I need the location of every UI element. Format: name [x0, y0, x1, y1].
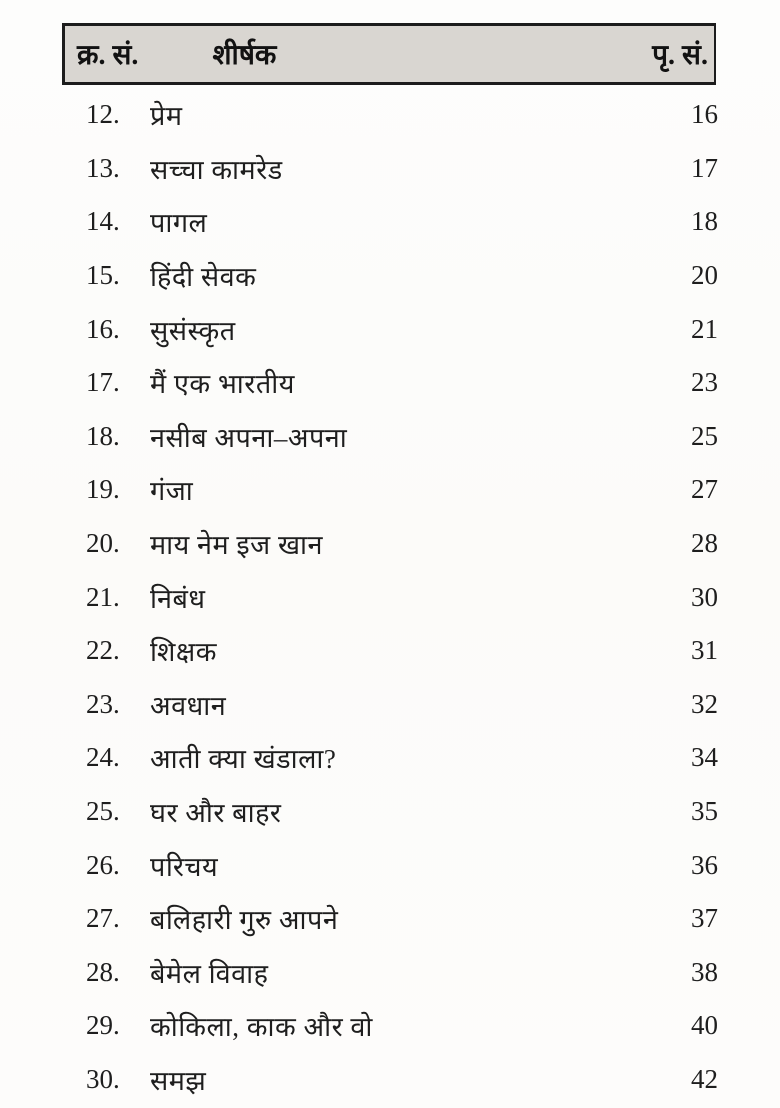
- row-page: 30: [691, 581, 718, 612]
- table-row: [0, 410, 780, 464]
- row-title: पागल: [150, 208, 208, 239]
- row-page: 36: [691, 849, 718, 880]
- row-page: 25: [691, 420, 718, 451]
- row-serial: 13.: [86, 152, 120, 183]
- row-title: मैं एक भारतीय: [150, 369, 295, 400]
- row-serial: 14.: [86, 206, 120, 237]
- table-row: [0, 624, 780, 678]
- header-serial-label: क्र. सं.: [77, 40, 139, 71]
- row-title: अवधान: [150, 690, 227, 721]
- header-page-label: पृ. सं.: [652, 40, 708, 71]
- row-serial: 15.: [86, 260, 120, 291]
- row-serial: 23.: [86, 688, 120, 719]
- row-title: घर और बाहर: [150, 798, 282, 829]
- row-title: गंजा: [150, 476, 194, 507]
- table-row: [0, 88, 780, 142]
- row-title: कोकिला, काक और वो: [150, 1012, 373, 1043]
- row-title: प्रेम: [150, 101, 183, 132]
- row-serial: 18.: [86, 420, 120, 451]
- row-title: सच्चा कामरेड: [150, 154, 283, 185]
- row-serial: 12.: [86, 99, 120, 130]
- table-row: [0, 142, 780, 196]
- row-serial: 28.: [86, 956, 120, 987]
- toc-header-bar: [62, 23, 716, 85]
- table-row: [0, 517, 780, 571]
- row-title: समझ: [150, 1065, 207, 1096]
- row-title: बलिहारी गुरु आपने: [150, 905, 339, 936]
- row-page: 20: [691, 260, 718, 291]
- row-page: 16: [691, 99, 718, 130]
- row-serial: 30.: [86, 1063, 120, 1094]
- row-page: 27: [691, 474, 718, 505]
- row-page: 42: [691, 1063, 718, 1094]
- row-title: निबंध: [150, 583, 206, 614]
- row-title: माय नेम इज खान: [150, 530, 324, 561]
- row-serial: 19.: [86, 474, 120, 505]
- row-serial: 26.: [86, 849, 120, 880]
- row-serial: 17.: [86, 367, 120, 398]
- table-row: [0, 249, 780, 303]
- row-serial: 27.: [86, 903, 120, 934]
- row-page: 32: [691, 688, 718, 719]
- table-row: [0, 785, 780, 839]
- row-title: बेमेल विवाह: [150, 958, 269, 989]
- table-row: [0, 1053, 780, 1107]
- row-page: 18: [691, 206, 718, 237]
- header-title-label: शीर्षक: [212, 40, 277, 71]
- table-row: [0, 463, 780, 517]
- row-title: शिक्षक: [150, 637, 217, 668]
- row-serial: 22.: [86, 635, 120, 666]
- row-title: आती क्या खंडाला?: [150, 744, 337, 775]
- row-page: 34: [691, 742, 718, 773]
- row-page: 37: [691, 903, 718, 934]
- table-row: [0, 838, 780, 892]
- row-serial: 25.: [86, 796, 120, 827]
- row-serial: 24.: [86, 742, 120, 773]
- row-title: हिंदी सेवक: [150, 262, 257, 293]
- row-title: नसीब अपना–अपना: [150, 422, 348, 453]
- row-page: 31: [691, 635, 718, 666]
- row-page: 23: [691, 367, 718, 398]
- table-row: [0, 731, 780, 785]
- row-title: परिचय: [150, 851, 219, 882]
- row-serial: 16.: [86, 313, 120, 344]
- row-serial: 29.: [86, 1010, 120, 1041]
- table-row: [0, 195, 780, 249]
- table-row: [0, 892, 780, 946]
- row-page: 38: [691, 956, 718, 987]
- row-page: 40: [691, 1010, 718, 1041]
- table-row: [0, 570, 780, 624]
- row-page: 17: [691, 152, 718, 183]
- row-serial: 21.: [86, 581, 120, 612]
- toc-rows: [0, 88, 780, 1106]
- table-row: [0, 356, 780, 410]
- row-title: सुसंस्कृत: [150, 315, 236, 346]
- table-row: [0, 302, 780, 356]
- row-page: 21: [691, 313, 718, 344]
- table-row: [0, 946, 780, 1000]
- table-row: [0, 678, 780, 732]
- row-serial: 20.: [86, 528, 120, 559]
- row-page: 28: [691, 528, 718, 559]
- row-page: 35: [691, 796, 718, 827]
- table-row: [0, 999, 780, 1053]
